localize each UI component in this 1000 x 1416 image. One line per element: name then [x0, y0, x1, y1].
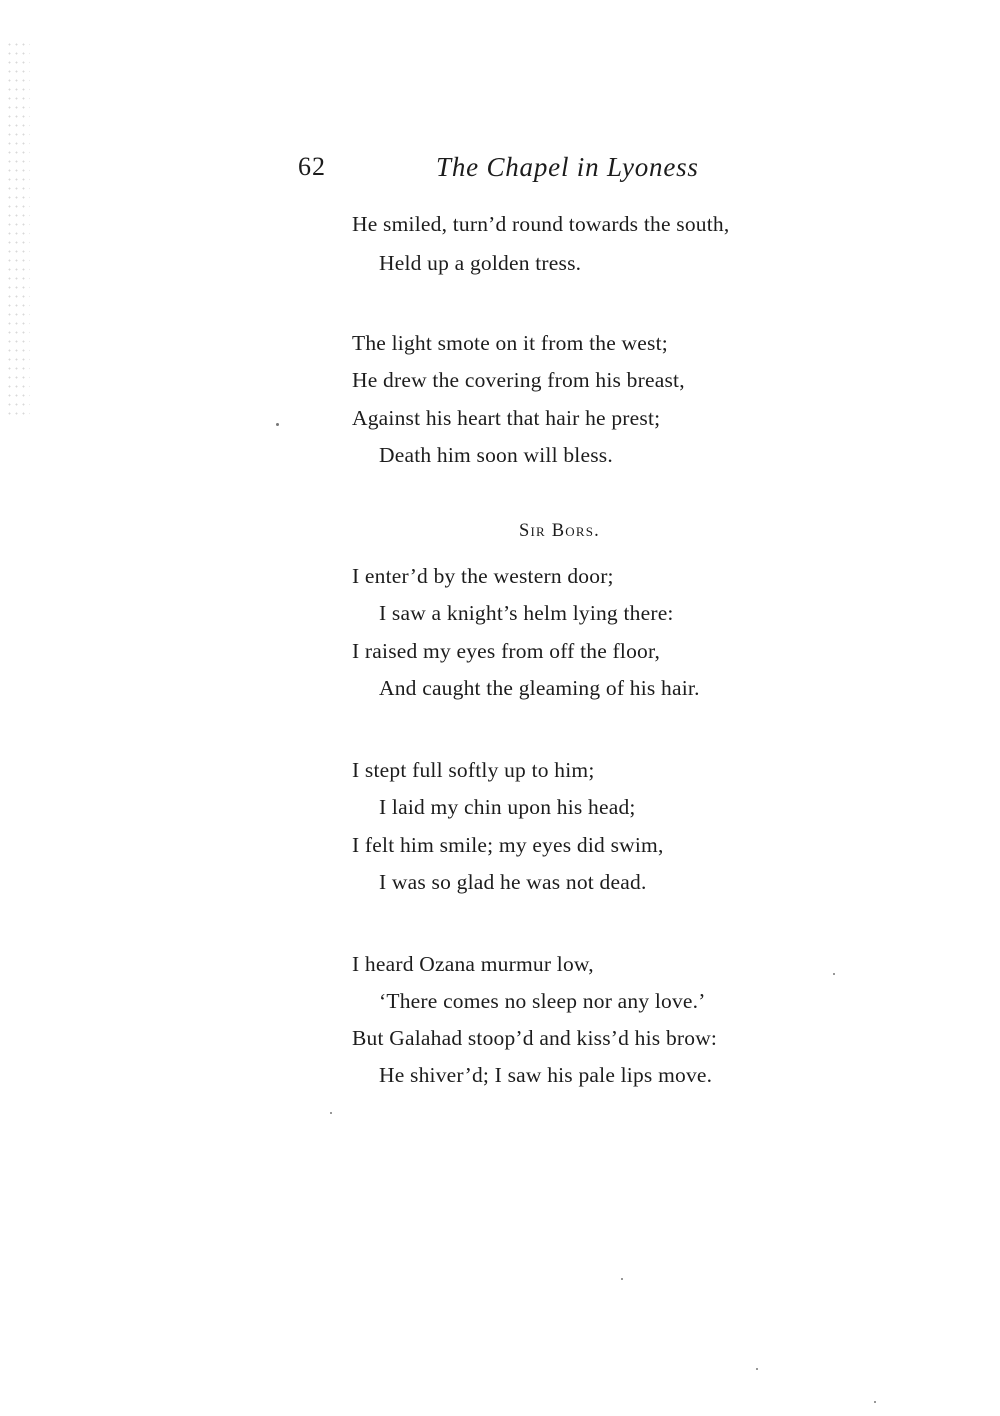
poem-line: He shiver’d; I saw his pale lips move. [379, 1063, 713, 1087]
poem-line: I heard Ozana murmur low, [352, 952, 594, 976]
scan-speck [276, 423, 279, 426]
poem-line: The light smote on it from the west; [352, 331, 668, 355]
scan-speck [621, 1278, 623, 1280]
scan-speck [756, 1368, 758, 1370]
poem-line: I raised my eyes from off the floor, [352, 639, 661, 663]
scan-speck [330, 1112, 332, 1114]
poem-line: I laid my chin upon his head; [379, 795, 636, 819]
poem-line: He smiled, turn’d round towards the south, [352, 212, 730, 236]
scan-speck [833, 973, 835, 975]
poem-line: And caught the gleaming of his hair. [379, 676, 700, 700]
poem-line: But Galahad stoop’d and kiss’d his brow: [352, 1026, 718, 1050]
poem-line: I saw a knight’s helm lying there: [379, 601, 674, 625]
poem-line: I enter’d by the western door; [352, 564, 614, 588]
poem-line: Death him soon will bless. [379, 443, 613, 467]
poem-line: He drew the covering from his breast, [352, 368, 685, 392]
poem-line: Held up a golden tress. [379, 251, 582, 275]
page-number: 62 [298, 152, 326, 181]
poem-line: ‘There comes no sleep nor any love.’ [379, 989, 706, 1013]
scan-margin-dots [6, 40, 30, 420]
poem-line: I stept full softly up to him; [352, 758, 595, 782]
poem-line: I was so glad he was not dead. [379, 870, 647, 894]
poem-line: Against his heart that hair he prest; [352, 406, 661, 430]
section-heading: Sir Bors. [519, 521, 600, 541]
poem-line: I felt him smile; my eyes did swim, [352, 833, 664, 857]
running-title: The Chapel in Lyoness [436, 152, 699, 182]
scan-speck [874, 1401, 876, 1403]
